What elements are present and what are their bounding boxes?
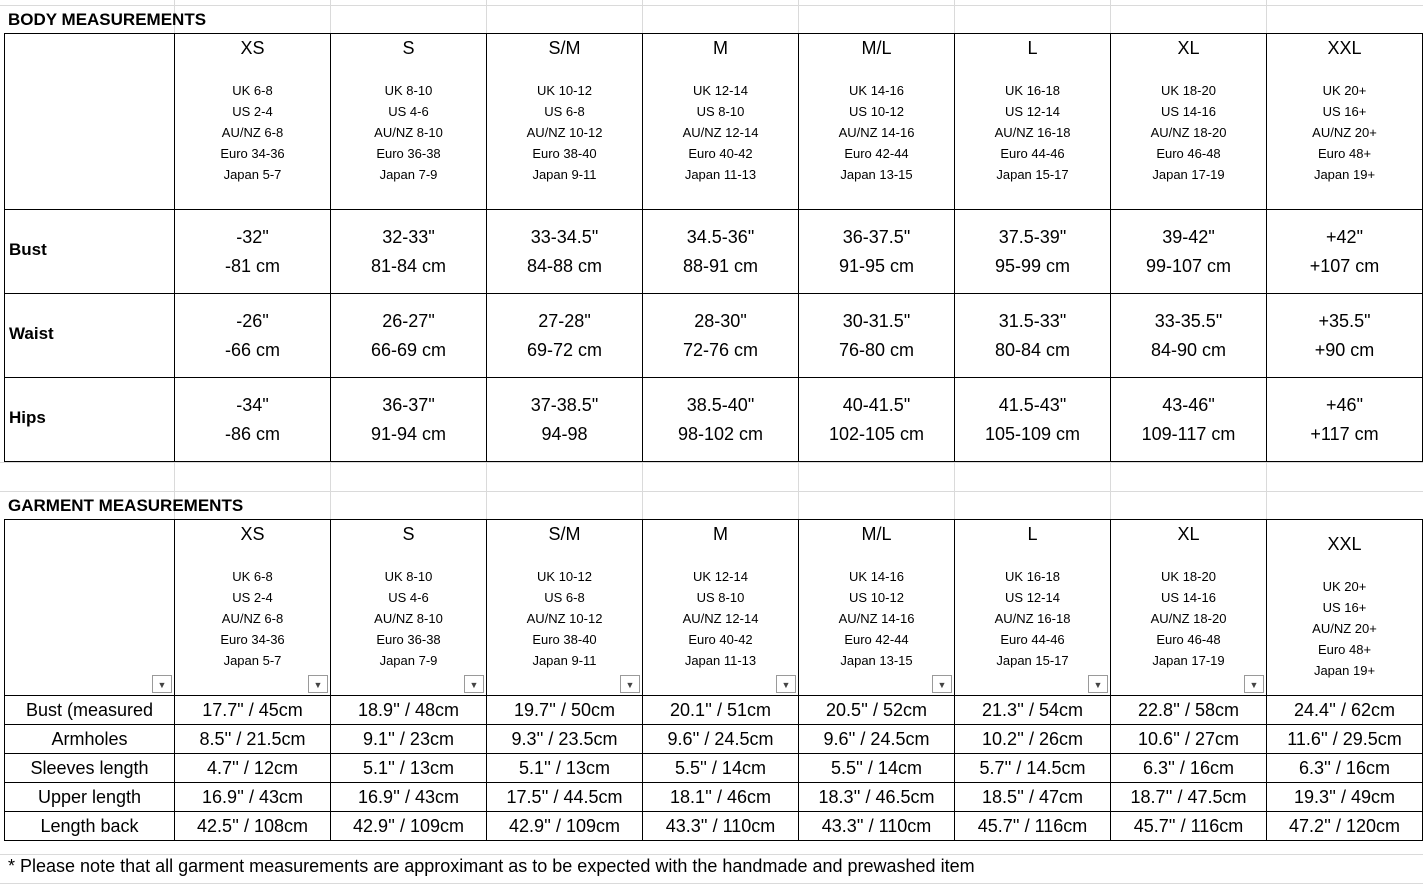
size-header-xxl[interactable]	[1267, 520, 1423, 696]
value-inches: 36-37.5"	[842, 226, 911, 247]
size-uk: UK 12-14	[693, 83, 748, 98]
size-us: US 6-8	[544, 590, 585, 605]
garment-row	[5, 812, 1423, 841]
measurement-cell[interactable]: 5.1'' / 13cm	[487, 754, 643, 783]
size-us: US 4-6	[388, 104, 429, 119]
size-us: US 4-6	[388, 590, 429, 605]
body-measurements-table	[4, 33, 1423, 462]
size-japan: Japan 5-7	[223, 653, 282, 668]
size-aunz: AU/NZ 14-16	[838, 125, 915, 140]
size-euro: Euro 34-36	[220, 632, 285, 647]
size-header-xs[interactable]	[175, 34, 331, 210]
measurement-cell[interactable]	[331, 294, 487, 378]
garment-row	[5, 754, 1423, 783]
size-aunz: AU/NZ 8-10	[374, 125, 443, 140]
measurement-cell[interactable]: 42.9'' / 109cm	[331, 812, 487, 841]
measurement-cell[interactable]	[487, 378, 643, 462]
measurement-cell[interactable]: 5.7'' / 14.5cm	[955, 754, 1111, 783]
value-inches: 32-33"	[382, 226, 435, 247]
size-header-xl[interactable]	[1111, 520, 1267, 696]
value-inches: -26"	[236, 310, 269, 331]
measurement-cell[interactable]	[955, 378, 1111, 462]
size-aunz: AU/NZ 10-12	[526, 611, 603, 626]
size-euro: Euro 38-40	[532, 146, 597, 161]
value-cm: 109-117 cm	[1141, 423, 1236, 444]
value-inches: 33-34.5"	[530, 226, 599, 247]
measurement-cell[interactable]	[175, 210, 331, 294]
measurement-cell[interactable]	[331, 210, 487, 294]
size-aunz: AU/NZ 12-14	[682, 125, 759, 140]
measurement-cell[interactable]: 6.3'' / 16cm	[1267, 754, 1423, 783]
value-inches: -32"	[236, 226, 269, 247]
size-name: XS	[240, 524, 265, 544]
measurement-cell[interactable]	[175, 378, 331, 462]
size-aunz: AU/NZ 16-18	[994, 125, 1071, 140]
size-aunz: AU/NZ 16-18	[994, 611, 1071, 626]
size-us: US 12-14	[1005, 104, 1060, 119]
size-name: L	[1027, 38, 1038, 58]
value-inches: +46"	[1326, 394, 1363, 415]
value-cm: 66-69 cm	[370, 339, 447, 360]
measurement-cell[interactable]	[643, 210, 799, 294]
measurement-cell[interactable]: 47.2'' / 120cm	[1267, 812, 1423, 841]
size-euro: Euro 42-44	[844, 632, 909, 647]
size-japan: Japan 19+	[1313, 663, 1376, 678]
measurement-cell[interactable]: 19.7'' / 50cm	[487, 696, 643, 725]
filter-dropdown-icon[interactable]: ▼	[1088, 675, 1108, 693]
value-inches: +35.5"	[1318, 310, 1371, 331]
value-cm: 94-98	[541, 423, 588, 444]
size-euro: Euro 46-48	[1156, 632, 1221, 647]
size-japan: Japan 9-11	[532, 167, 597, 182]
size-euro: Euro 42-44	[844, 146, 909, 161]
measurement-cell[interactable]: 43.3'' / 110cm	[799, 812, 955, 841]
measurement-cell[interactable]: 18.5'' / 47cm	[955, 783, 1111, 812]
size-name: XL	[1177, 524, 1200, 544]
size-uk: UK 10-12	[537, 83, 592, 98]
measurement-cell[interactable]: 9.3'' / 23.5cm	[487, 725, 643, 754]
measurement-cell[interactable]	[799, 378, 955, 462]
value-cm: 72-76 cm	[682, 339, 759, 360]
size-aunz: AU/NZ 18-20	[1150, 125, 1227, 140]
size-uk: UK 16-18	[1005, 83, 1060, 98]
size-name: XL	[1177, 38, 1200, 58]
measurement-cell[interactable]: 45.7'' / 116cm	[955, 812, 1111, 841]
measurement-cell[interactable]: 24.4'' / 62cm	[1267, 696, 1423, 725]
size-aunz: AU/NZ 6-8	[221, 611, 284, 626]
value-cm: 84-88 cm	[526, 255, 603, 276]
filter-dropdown-icon[interactable]: ▼	[464, 675, 484, 693]
size-japan: Japan 7-9	[379, 653, 438, 668]
size-euro: Euro 46-48	[1156, 146, 1221, 161]
measurement-cell[interactable]: 9.6'' / 24.5cm	[643, 725, 799, 754]
measurement-cell[interactable]: 9.6'' / 24.5cm	[799, 725, 955, 754]
value-cm: 81-84 cm	[370, 255, 447, 276]
measurement-cell[interactable]	[1111, 210, 1267, 294]
size-japan: Japan 7-9	[379, 167, 438, 182]
row-label[interactable]	[5, 210, 175, 294]
measurement-cell[interactable]	[955, 294, 1111, 378]
size-name: XXL	[1327, 38, 1362, 58]
garment-measurements-table	[4, 519, 1423, 841]
measurement-cell[interactable]	[1267, 294, 1423, 378]
size-uk: UK 8-10	[384, 83, 433, 98]
size-us: US 2-4	[232, 104, 273, 119]
value-cm: 105-109 cm	[984, 423, 1081, 444]
size-uk: UK 14-16	[849, 569, 904, 584]
body-row-bust	[5, 210, 1423, 294]
value-inches: 27-28"	[538, 310, 591, 331]
size-aunz: AU/NZ 12-14	[682, 611, 759, 626]
measurement-cell[interactable]	[955, 210, 1111, 294]
measurement-cell[interactable]: 9.1'' / 23cm	[331, 725, 487, 754]
measurement-cell[interactable]	[799, 294, 955, 378]
size-euro: Euro 40-42	[688, 146, 753, 161]
value-inches: 37.5-39"	[998, 226, 1067, 247]
size-name: XS	[240, 38, 265, 58]
value-cm: 98-102 cm	[677, 423, 764, 444]
row-label[interactable]: Upper length	[5, 783, 175, 812]
size-euro: Euro 38-40	[532, 632, 597, 647]
garment-row	[5, 783, 1423, 812]
measurement-cell[interactable]	[1111, 294, 1267, 378]
measurement-cell[interactable]: 22.8'' / 58cm	[1111, 696, 1267, 725]
size-euro: Euro 40-42	[688, 632, 753, 647]
value-cm: 80-84 cm	[994, 339, 1071, 360]
size-header-m[interactable]	[643, 520, 799, 696]
garment-row	[5, 725, 1423, 754]
size-header-xs[interactable]	[175, 520, 331, 696]
row-label[interactable]: Bust (measured	[5, 696, 175, 725]
size-uk: UK 16-18	[1005, 569, 1060, 584]
measurement-cell[interactable]: 19.3'' / 49cm	[1267, 783, 1423, 812]
size-euro: Euro 36-38	[376, 146, 441, 161]
value-inches: -34"	[236, 394, 269, 415]
row-label-text: Waist	[9, 324, 54, 343]
measurement-cell[interactable]: 42.9'' / 109cm	[487, 812, 643, 841]
size-japan: Japan 9-11	[532, 653, 597, 668]
size-aunz: AU/NZ 8-10	[374, 611, 443, 626]
filter-dropdown-icon[interactable]: ▼	[1244, 675, 1264, 693]
value-cm: +90 cm	[1314, 339, 1375, 360]
size-header-sm[interactable]	[487, 34, 643, 210]
value-inches: 43-46"	[1162, 394, 1215, 415]
value-inches: 36-37"	[382, 394, 435, 415]
measurement-cell[interactable]: 16.9'' / 43cm	[175, 783, 331, 812]
size-name: S	[402, 38, 415, 58]
value-inches: 28-30"	[694, 310, 747, 331]
body-row-waist	[5, 294, 1423, 378]
garment-size-header-row	[5, 520, 1423, 696]
size-header-ml[interactable]	[799, 34, 955, 210]
size-japan: Japan 13-15	[840, 653, 913, 668]
size-uk: UK 20+	[1322, 83, 1367, 98]
measurement-cell[interactable]	[643, 294, 799, 378]
value-cm: +107 cm	[1309, 255, 1380, 276]
size-header-s[interactable]	[331, 34, 487, 210]
measurement-cell[interactable]: 42.5'' / 108cm	[175, 812, 331, 841]
measurement-cell[interactable]: 18.7'' / 47.5cm	[1111, 783, 1267, 812]
size-aunz: AU/NZ 10-12	[526, 125, 603, 140]
corner-cell[interactable]	[5, 34, 175, 210]
measurement-cell[interactable]: 10.6'' / 27cm	[1111, 725, 1267, 754]
size-japan: Japan 13-15	[840, 167, 913, 182]
size-us: US 14-16	[1161, 590, 1216, 605]
size-uk: UK 12-14	[693, 569, 748, 584]
size-euro: Euro 34-36	[220, 146, 285, 161]
value-inches: 37-38.5"	[530, 394, 599, 415]
measurement-cell[interactable]: 4.7'' / 12cm	[175, 754, 331, 783]
body-size-header-row	[5, 34, 1423, 210]
garment-measurements-title: GARMENT MEASUREMENTS	[8, 496, 244, 515]
measurement-cell[interactable]: 16.9'' / 43cm	[331, 783, 487, 812]
measurement-cell[interactable]: 21.3'' / 54cm	[955, 696, 1111, 725]
size-japan: Japan 15-17	[996, 653, 1069, 668]
value-inches: 33-35.5"	[1154, 310, 1223, 331]
size-aunz: AU/NZ 20+	[1312, 621, 1377, 636]
size-uk: UK 20+	[1322, 579, 1367, 594]
measurement-cell[interactable]: 18.9'' / 48cm	[331, 696, 487, 725]
measurement-cell[interactable]	[175, 294, 331, 378]
garment-measurement-note: * Please note that all garment measurements are approximant as to be expected with the handmade and prewashed item	[8, 856, 975, 876]
garment-row	[5, 696, 1423, 725]
size-header-s[interactable]	[331, 520, 487, 696]
measurement-cell[interactable]	[1267, 210, 1423, 294]
size-header-ml[interactable]	[799, 520, 955, 696]
measurement-cell[interactable]	[1111, 378, 1267, 462]
size-us: US 8-10	[696, 590, 745, 605]
measurement-cell[interactable]: 10.2'' / 26cm	[955, 725, 1111, 754]
measurement-cell[interactable]: 45.7'' / 116cm	[1111, 812, 1267, 841]
size-header-l[interactable]	[955, 34, 1111, 210]
filter-dropdown-icon[interactable]: ▼	[932, 675, 952, 693]
measurement-cell[interactable]	[799, 210, 955, 294]
value-cm: -66 cm	[224, 339, 280, 360]
value-cm: 88-91 cm	[682, 255, 759, 276]
size-us: US 8-10	[696, 104, 745, 119]
size-name: M	[713, 38, 728, 58]
size-japan: Japan 19+	[1313, 167, 1376, 182]
value-cm: 95-99 cm	[994, 255, 1071, 276]
value-inches: 41.5-43"	[998, 394, 1067, 415]
size-euro: Euro 48+	[1317, 642, 1372, 657]
measurement-cell[interactable]: 17.5'' / 44.5cm	[487, 783, 643, 812]
size-uk: UK 18-20	[1161, 569, 1216, 584]
value-inches: 40-41.5"	[842, 394, 911, 415]
measurement-cell[interactable]: 17.7" / 45cm	[175, 696, 331, 725]
value-inches: +42"	[1326, 226, 1363, 247]
size-us: US 14-16	[1161, 104, 1216, 119]
value-cm: +117 cm	[1310, 423, 1379, 444]
corner-cell[interactable]	[5, 520, 175, 696]
measurement-cell[interactable]: 5.5'' / 14cm	[643, 754, 799, 783]
row-label[interactable]: Length back	[5, 812, 175, 841]
measurement-cell[interactable]	[487, 294, 643, 378]
size-uk: UK 10-12	[537, 569, 592, 584]
measurement-cell[interactable]	[331, 378, 487, 462]
size-name: M	[713, 524, 728, 544]
size-japan: Japan 17-19	[1152, 167, 1225, 182]
size-uk: UK 14-16	[849, 83, 904, 98]
size-header-l[interactable]	[955, 520, 1111, 696]
value-cm: 76-80 cm	[838, 339, 915, 360]
measurement-cell[interactable]: 20.1'' / 51cm	[643, 696, 799, 725]
value-inches: 30-31.5"	[842, 310, 911, 331]
filter-dropdown-icon[interactable]: ▼	[152, 675, 172, 693]
row-label[interactable]	[5, 294, 175, 378]
value-inches: 26-27"	[382, 310, 435, 331]
size-japan: Japan 11-13	[684, 653, 757, 668]
size-name: L	[1027, 524, 1038, 544]
filter-dropdown-icon[interactable]: ▼	[620, 675, 640, 693]
value-cm: 99-107 cm	[1145, 255, 1232, 276]
measurement-cell[interactable]: 5.5'' / 14cm	[799, 754, 955, 783]
size-header-m[interactable]	[643, 34, 799, 210]
size-japan: Japan 17-19	[1152, 653, 1225, 668]
size-name: S/M	[548, 38, 581, 58]
size-euro: Euro 48+	[1317, 146, 1372, 161]
size-us: US 2-4	[232, 590, 273, 605]
value-inches: 31.5-33"	[998, 310, 1067, 331]
measurement-cell[interactable]	[643, 378, 799, 462]
size-japan: Japan 15-17	[996, 167, 1069, 182]
measurement-cell[interactable]: 18.3'' / 46.5cm	[799, 783, 955, 812]
value-cm: -81 cm	[224, 255, 280, 276]
row-label[interactable]	[5, 378, 175, 462]
size-japan: Japan 11-13	[684, 167, 757, 182]
size-us: US 6-8	[544, 104, 585, 119]
size-name: XXL	[1327, 534, 1362, 554]
measurement-cell[interactable]: 18.1'' / 46cm	[643, 783, 799, 812]
size-aunz: AU/NZ 14-16	[838, 611, 915, 626]
size-euro: Euro 44-46	[1000, 146, 1065, 161]
value-cm: 102-105 cm	[828, 423, 925, 444]
value-cm: 69-72 cm	[526, 339, 603, 360]
measurement-cell[interactable]: 20.5'' / 52cm	[799, 696, 955, 725]
size-us: US 10-12	[849, 104, 904, 119]
body-row-hips	[5, 378, 1423, 462]
measurement-cell[interactable]: 6.3'' / 16cm	[1111, 754, 1267, 783]
size-us: US 12-14	[1005, 590, 1060, 605]
size-name: M/L	[861, 524, 892, 544]
body-measurements-title: BODY MEASUREMENTS	[8, 10, 207, 29]
size-us: US 10-12	[849, 590, 904, 605]
measurement-cell[interactable]	[487, 210, 643, 294]
row-label-text: Hips	[9, 408, 46, 427]
size-uk: UK 8-10	[384, 569, 433, 584]
size-us: US 16+	[1322, 600, 1367, 615]
value-cm: 91-94 cm	[370, 423, 447, 444]
value-cm: 91-95 cm	[838, 255, 915, 276]
filter-dropdown-icon[interactable]: ▼	[776, 675, 796, 693]
size-header-xxl[interactable]	[1267, 34, 1423, 210]
row-label-text: Bust	[9, 240, 47, 259]
size-euro: Euro 44-46	[1000, 632, 1065, 647]
measurement-cell[interactable]: 43.3'' / 110cm	[643, 812, 799, 841]
measurement-cell[interactable]: 8.5'' / 21.5cm	[175, 725, 331, 754]
row-label[interactable]: Sleeves length	[5, 754, 175, 783]
size-uk: UK 18-20	[1161, 83, 1216, 98]
size-name: S/M	[548, 524, 581, 544]
size-japan: Japan 5-7	[223, 167, 282, 182]
value-inches: 34.5-36"	[686, 226, 755, 247]
size-name: M/L	[861, 38, 892, 58]
size-aunz: AU/NZ 18-20	[1150, 611, 1227, 626]
measurement-cell[interactable]	[1267, 378, 1423, 462]
measurement-cell[interactable]: 11.6'' / 29.5cm	[1267, 725, 1423, 754]
size-aunz: AU/NZ 20+	[1312, 125, 1377, 140]
size-header-xl[interactable]	[1111, 34, 1267, 210]
measurement-cell[interactable]: 5.1'' / 13cm	[331, 754, 487, 783]
row-label[interactable]: Armholes	[5, 725, 175, 754]
size-aunz: AU/NZ 6-8	[221, 125, 284, 140]
size-header-sm[interactable]	[487, 520, 643, 696]
size-euro: Euro 36-38	[376, 632, 441, 647]
filter-dropdown-icon[interactable]: ▼	[308, 675, 328, 693]
size-uk: UK 6-8	[232, 569, 273, 584]
size-us: US 16+	[1322, 104, 1367, 119]
value-cm: 84-90 cm	[1150, 339, 1227, 360]
size-uk: UK 6-8	[232, 83, 273, 98]
size-name: S	[402, 524, 415, 544]
value-cm: -86 cm	[224, 423, 280, 444]
value-inches: 38.5-40"	[686, 394, 755, 415]
value-inches: 39-42"	[1162, 226, 1215, 247]
